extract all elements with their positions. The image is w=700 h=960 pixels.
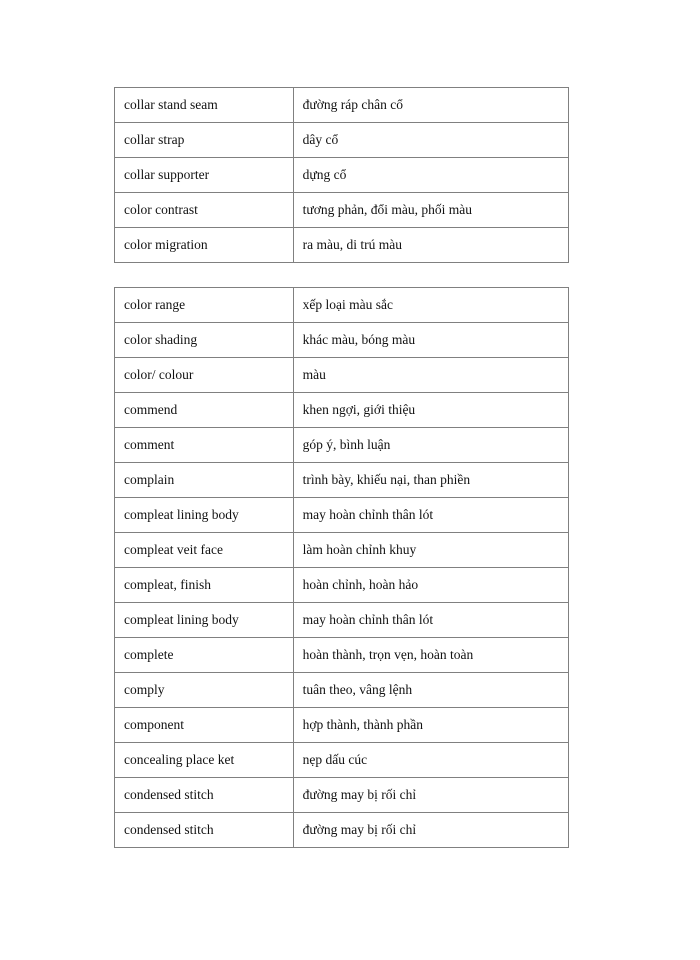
table-row — [115, 358, 569, 393]
term-cell: collar supporter — [115, 158, 294, 193]
meaning-cell: màu — [293, 358, 568, 393]
table-row — [115, 778, 569, 813]
table-row — [115, 638, 569, 673]
term-cell: compleat veit face — [115, 533, 294, 568]
meaning-cell: hoàn chỉnh, hoàn hảo — [293, 568, 568, 603]
term-cell: compleat lining body — [115, 603, 294, 638]
meaning-cell: may hoàn chỉnh thân lót — [293, 498, 568, 533]
table-row — [115, 533, 569, 568]
table-row — [115, 673, 569, 708]
table-row — [115, 498, 569, 533]
term-cell: color shading — [115, 323, 294, 358]
term-cell: color range — [115, 288, 294, 323]
meaning-cell: xếp loại màu sắc — [293, 288, 568, 323]
meaning-cell: đường may bị rối chỉ — [293, 813, 568, 848]
meaning-cell: tương phản, đổi màu, phối màu — [293, 193, 568, 228]
term-cell: color/ colour — [115, 358, 294, 393]
term-cell: compleat, finish — [115, 568, 294, 603]
table-row — [115, 568, 569, 603]
term-cell: complete — [115, 638, 294, 673]
meaning-cell: khác màu, bóng màu — [293, 323, 568, 358]
glossary-table-2 — [114, 287, 569, 848]
table-row — [115, 288, 569, 323]
meaning-cell: may hoàn chỉnh thân lót — [293, 603, 568, 638]
term-cell: color migration — [115, 228, 294, 263]
meaning-cell: dây cổ — [293, 123, 568, 158]
table-row — [115, 813, 569, 848]
meaning-cell: đường may bị rối chỉ — [293, 778, 568, 813]
meaning-cell: làm hoàn chỉnh khuy — [293, 533, 568, 568]
term-cell: concealing place ket — [115, 743, 294, 778]
table-row — [115, 323, 569, 358]
table-row — [115, 743, 569, 778]
meaning-cell: tuân theo, vâng lệnh — [293, 673, 568, 708]
term-cell: compleat lining body — [115, 498, 294, 533]
meaning-cell: hợp thành, thành phần — [293, 708, 568, 743]
meaning-cell: nẹp dấu cúc — [293, 743, 568, 778]
meaning-cell: góp ý, bình luận — [293, 428, 568, 463]
table-row — [115, 393, 569, 428]
meaning-cell: trình bày, khiếu nại, than phiền — [293, 463, 568, 498]
term-cell: comply — [115, 673, 294, 708]
table-row — [115, 228, 569, 263]
glossary-table-1 — [114, 87, 569, 263]
term-cell: commend — [115, 393, 294, 428]
term-cell: component — [115, 708, 294, 743]
table-row — [115, 88, 569, 123]
meaning-cell: dựng cổ — [293, 158, 568, 193]
table-row — [115, 158, 569, 193]
table-row — [115, 603, 569, 638]
table-row — [115, 193, 569, 228]
meaning-cell: khen ngợi, giới thiệu — [293, 393, 568, 428]
term-cell: condensed stitch — [115, 778, 294, 813]
table-row — [115, 708, 569, 743]
table-row — [115, 463, 569, 498]
term-cell: complain — [115, 463, 294, 498]
term-cell: collar stand seam — [115, 88, 294, 123]
term-cell: collar strap — [115, 123, 294, 158]
term-cell: condensed stitch — [115, 813, 294, 848]
table-row — [115, 123, 569, 158]
table-row — [115, 428, 569, 463]
meaning-cell: ra màu, di trú màu — [293, 228, 568, 263]
term-cell: color contrast — [115, 193, 294, 228]
meaning-cell: hoàn thành, trọn vẹn, hoàn toàn — [293, 638, 568, 673]
meaning-cell: đường ráp chân cổ — [293, 88, 568, 123]
term-cell: comment — [115, 428, 294, 463]
